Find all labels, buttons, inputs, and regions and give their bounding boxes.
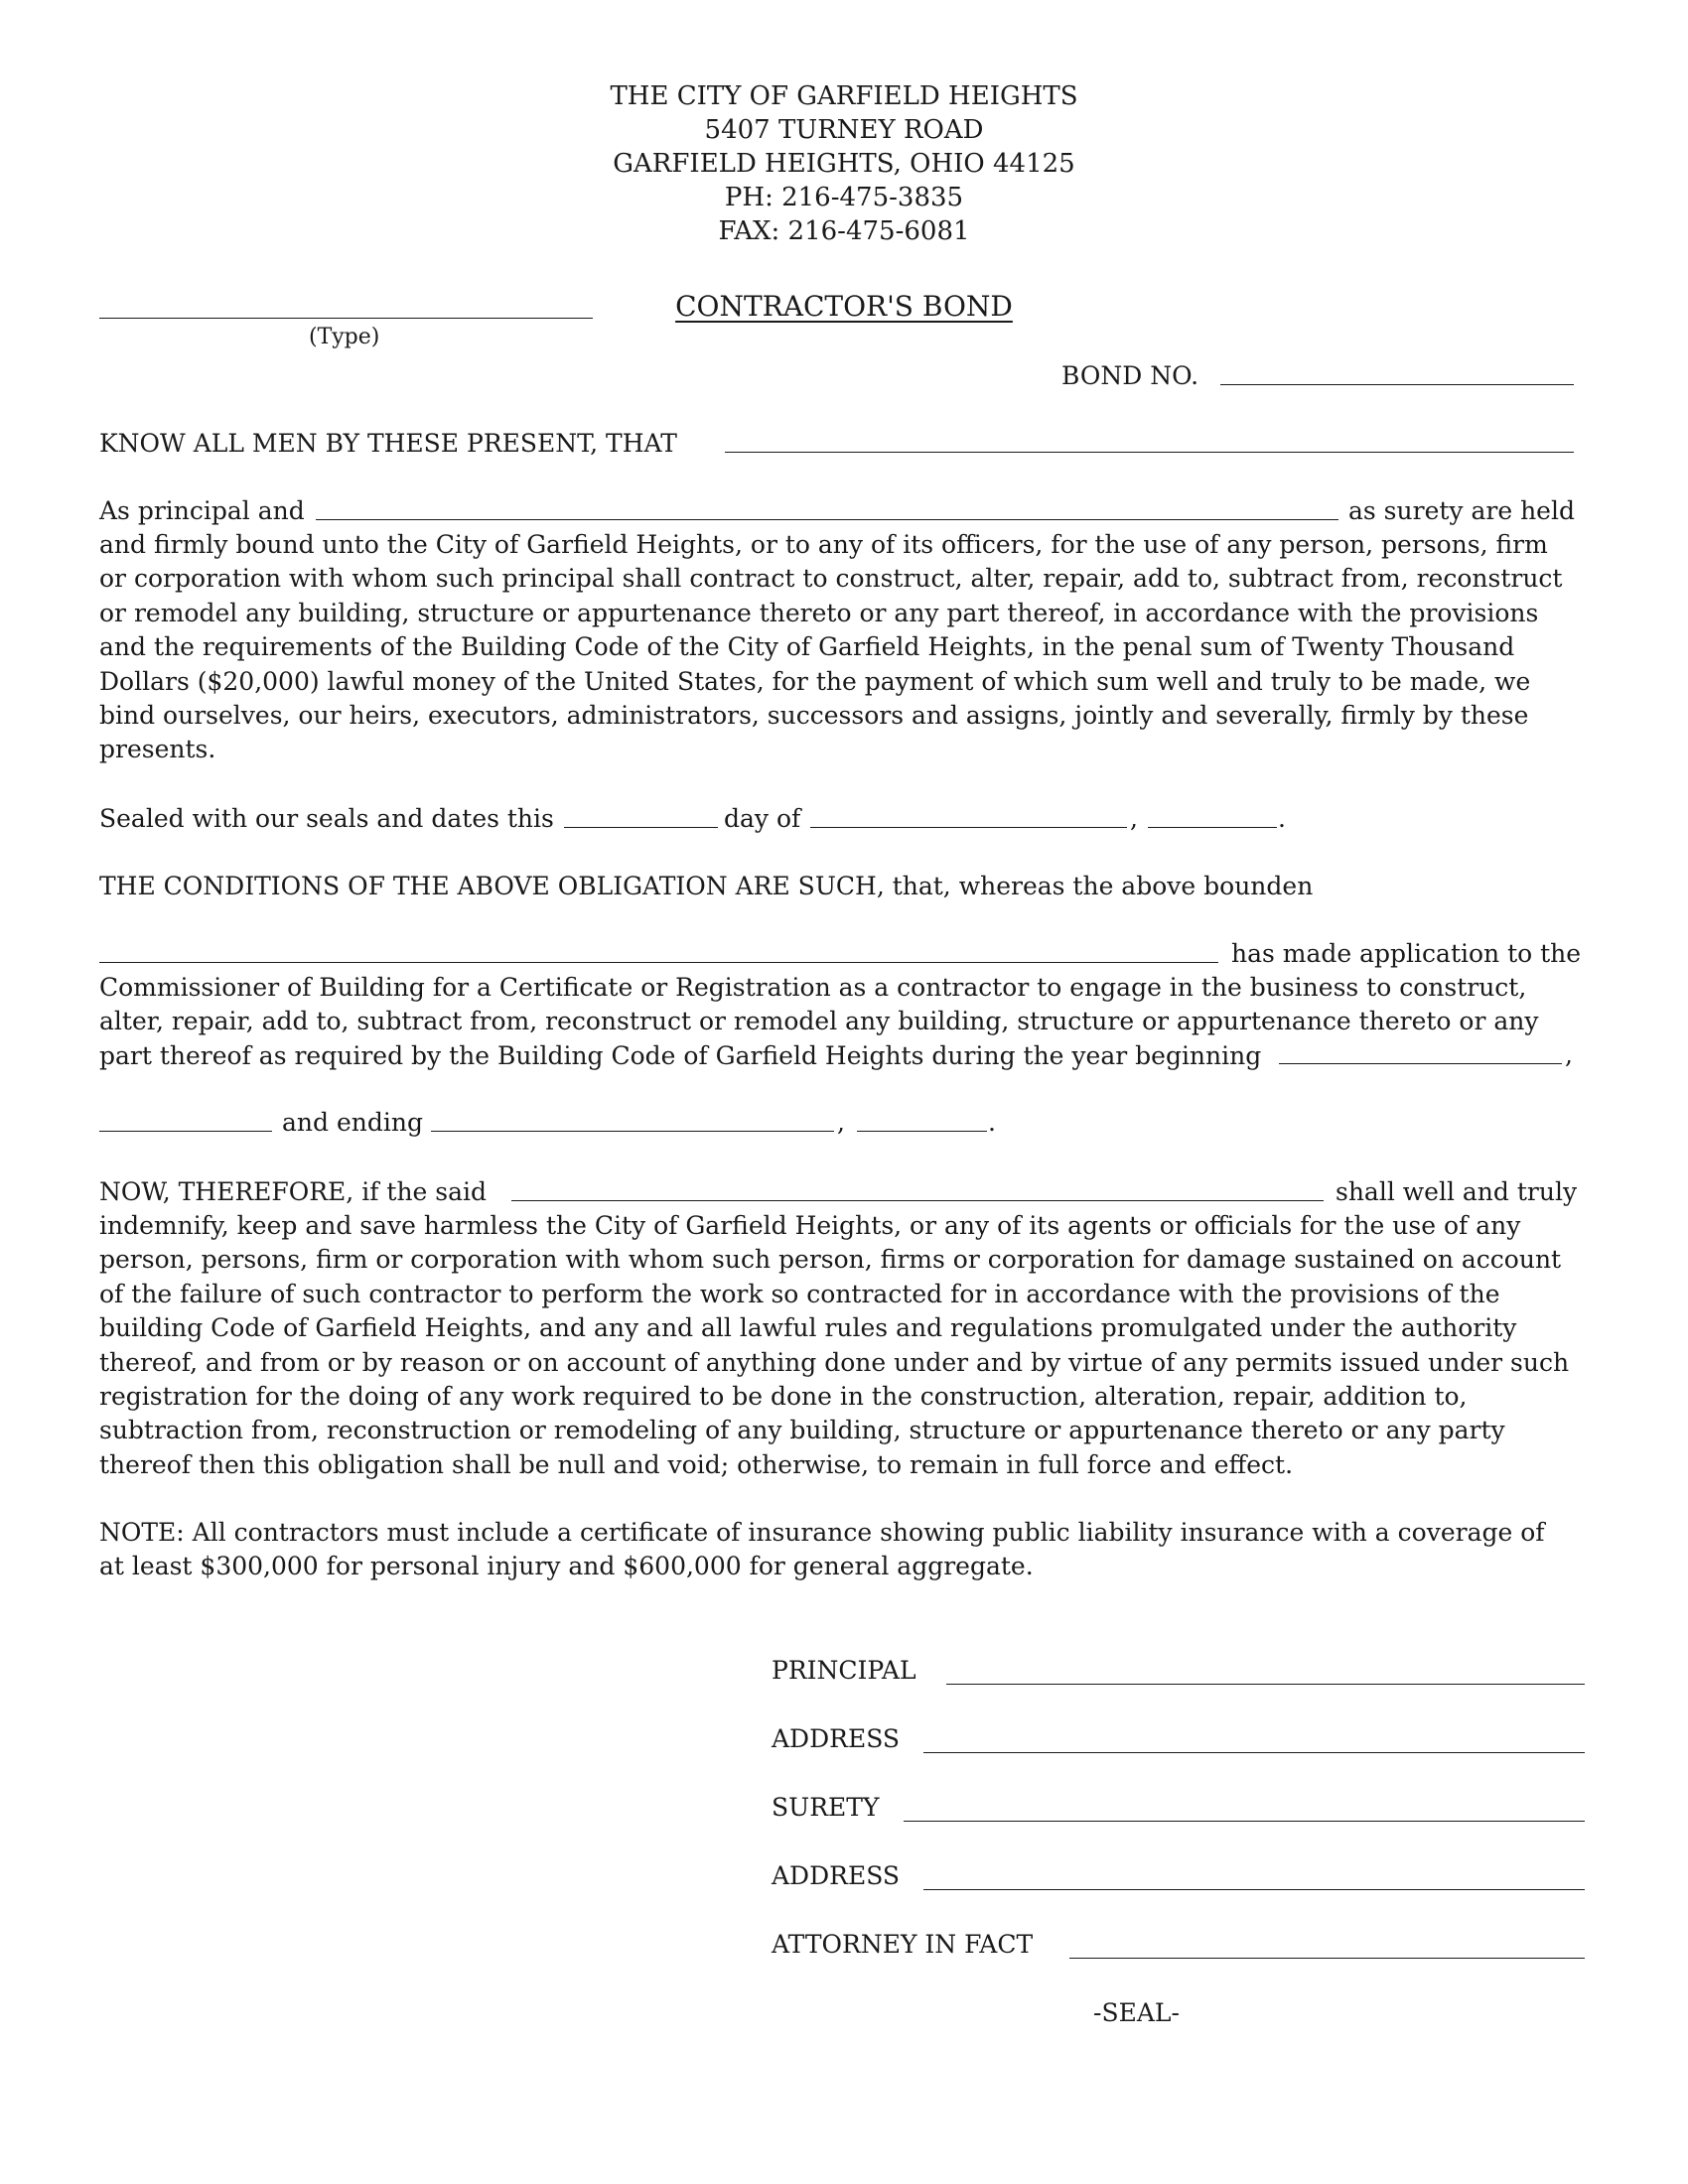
p1-line: or corporation with whom such principal shall contract to construct, alter, repair, add to, subtract from, reconstruct: [99, 564, 1563, 594]
p1-body: [99, 528, 1562, 767]
year-beginning-field-line[interactable]: [1279, 1063, 1562, 1064]
p3-line: registration for the doing of any work required to be done in the construction, alteration, repair, addition to,: [99, 1382, 1468, 1412]
p2-line: part thereof as required by the Building Code of Garfield Heights during the year beginning: [99, 1040, 1262, 1070]
p3-body: [99, 1209, 1569, 1482]
note-line: at least $300,000 for personal injury and $600,000 for general aggregate.: [99, 1552, 1034, 1581]
sealed-month-field-line[interactable]: [810, 827, 1127, 828]
p1-start-text: As principal and: [99, 496, 305, 525]
applicant-name-field-line[interactable]: [99, 962, 1218, 963]
p3-line: indemnify, keep and save harmless the City of Garfield Heights, or any of its agents or officials for the use of any: [99, 1211, 1521, 1240]
p3-line: thereof, and from or by reason or on account of anything done under and by virtue of any permits issued under such: [99, 1347, 1570, 1377]
said-contractor-field-line[interactable]: [511, 1200, 1324, 1201]
p3-line: of the failure of such contractor to perform the work so contracted for in accordance with the provisions of the: [99, 1279, 1500, 1308]
attorney-in-fact-label: ATTORNEY IN FACT: [772, 1930, 1034, 1959]
p2-body: [99, 971, 1539, 1073]
principal-name-field-line[interactable]: [725, 452, 1574, 453]
p3-line: thereof then this obligation shall be null and void; otherwise, to remain in full force and effect.: [99, 1449, 1294, 1479]
p2-line: alter, repair, add to, subtract from, reconstruct or remodel any building, structure or appurtenance thereto or any: [99, 1007, 1539, 1036]
sealed-day-field-line[interactable]: [564, 827, 718, 828]
header-street-address: 5407 TURNEY ROAD: [704, 115, 984, 145]
p3-line: subtraction from, reconstruction or remodeling of any building, structure or appurtenance thereto or any party: [99, 1416, 1505, 1445]
p1-end-text: as surety are held: [1348, 496, 1575, 525]
header-phone: PH: 216-475-3835: [724, 183, 964, 212]
p1-line: or remodel any building, structure or appurtenance thereto or any part thereof, in accordance with the provisions: [99, 598, 1539, 627]
header-city-state-zip: GARFIELD HEIGHTS, OHIO 44125: [613, 149, 1075, 179]
p2-end-text: has made application to the: [1231, 939, 1582, 968]
p3-line: person, persons, firm or corporation with whom such person, firms or corporation for damage sustained on account: [99, 1245, 1562, 1275]
p3-end-text: shall well and truly: [1336, 1177, 1578, 1206]
sealed-year-field-line[interactable]: [1148, 827, 1277, 828]
sealed-text: Sealed with our seals and dates this: [99, 804, 554, 833]
sealed-day-of-text: day of: [724, 804, 801, 833]
principal-label: PRINCIPAL: [772, 1656, 916, 1685]
header-city-name: THE CITY OF GARFIELD HEIGHTS: [610, 81, 1078, 111]
p1-line: Dollars ($20,000) lawful money of the United States, for the payment of which sum well and truly to be made, we: [99, 666, 1531, 696]
surety-name-field-line[interactable]: [316, 519, 1338, 520]
ending-year-field-line[interactable]: [857, 1131, 987, 1132]
attorney-in-fact-line[interactable]: [1069, 1958, 1585, 1959]
bond-no-field-line[interactable]: [1220, 384, 1574, 385]
ending-period: .: [988, 1108, 996, 1137]
type-label: (Type): [309, 325, 380, 349]
p1-line: presents.: [99, 735, 216, 764]
insurance-note: [99, 1516, 1545, 1584]
p3-line: building Code of Garfield Heights, and any and all lawful rules and regulations promulgated under the authority: [99, 1313, 1517, 1343]
ending-date-field-line[interactable]: [431, 1131, 834, 1132]
surety-label: SURETY: [772, 1793, 880, 1822]
p2-comma: ,: [1565, 1040, 1573, 1069]
know-all-men-text: KNOW ALL MEN BY THESE PRESENT, THAT: [99, 429, 677, 458]
p1-line: and the requirements of the Building Code of the City of Garfield Heights, in the penal sum of Twenty Thousand: [99, 632, 1515, 662]
p1-line: bind ourselves, our heirs, executors, administrators, successors and assigns, jointly and severally, firmly by these: [99, 701, 1529, 731]
p3-start-text: NOW, THEREFORE, if the said: [99, 1177, 488, 1206]
seal-label: -SEAL-: [1093, 1998, 1180, 2027]
and-ending-text: and ending: [282, 1108, 423, 1137]
p1-line: and firmly bound unto the City of Garfield Heights, or to any of its officers, for the use of any person, persons, firm: [99, 530, 1548, 559]
principal-signature-line[interactable]: [946, 1684, 1585, 1685]
beginning-year-field-line[interactable]: [99, 1131, 272, 1132]
surety-address-label: ADDRESS: [772, 1861, 901, 1890]
sealed-comma: ,: [1130, 804, 1138, 833]
note-line: NOTE: All contractors must include a certificate of insurance showing public liability insurance with a coverage of: [99, 1518, 1545, 1547]
bond-no-label: BOND NO.: [1061, 361, 1199, 390]
conditions-text: THE CONDITIONS OF THE ABOVE OBLIGATION ARE SUCH, that, whereas the above bounden: [99, 872, 1314, 900]
document-title: CONTRACTOR'S BOND: [675, 290, 1013, 323]
sealed-period: .: [1278, 804, 1286, 833]
principal-address-line[interactable]: [923, 1752, 1585, 1753]
surety-signature-line[interactable]: [904, 1821, 1585, 1822]
surety-address-line[interactable]: [923, 1889, 1585, 1890]
header-fax: FAX: 216-475-6081: [718, 216, 970, 246]
p2-line: Commissioner of Building for a Certificate or Registration as a contractor to engage in the business to construct,: [99, 973, 1527, 1002]
ending-comma: ,: [837, 1108, 845, 1137]
principal-address-label: ADDRESS: [772, 1724, 901, 1753]
